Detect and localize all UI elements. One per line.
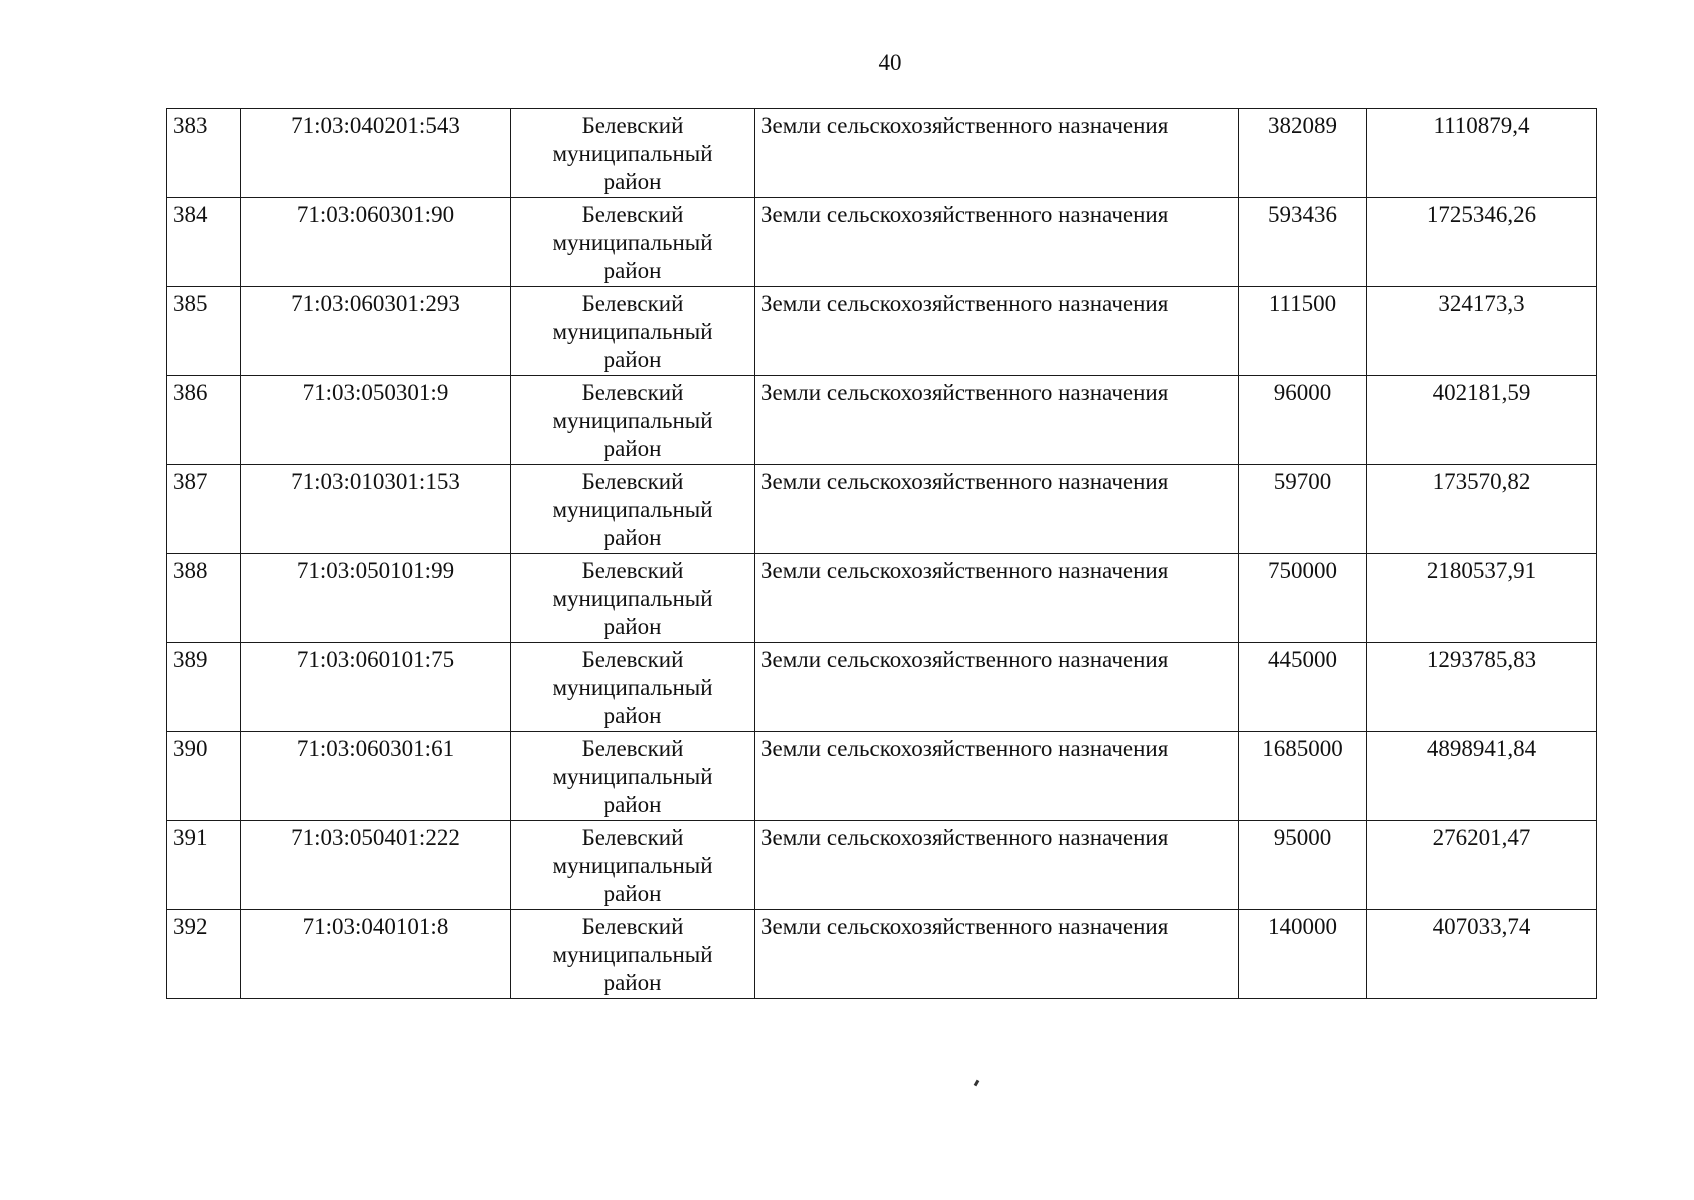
municipality-line: Белевский (581, 825, 684, 850)
cadastral-number-cell: 71:03:050301:9 (241, 376, 511, 465)
area-cell: 111500 (1239, 287, 1367, 376)
cadastral-number-cell: 71:03:010301:153 (241, 465, 511, 554)
area-cell: 95000 (1239, 821, 1367, 910)
municipality-line: муниципальный (552, 942, 713, 967)
cadastral-value-cell: 276201,47 (1367, 821, 1597, 910)
municipality-line: Белевский (581, 202, 684, 227)
table-row (167, 643, 1597, 732)
row-number-cell: 386 (167, 376, 241, 465)
cadastral-number-cell: 71:03:040201:543 (241, 109, 511, 198)
municipality-line: район (603, 258, 662, 283)
land-category-cell: Земли сельскохозяйственного назначения (755, 465, 1239, 554)
table-row (167, 465, 1597, 554)
municipality-line: район (603, 436, 662, 461)
cadastral-value-cell: 1110879,4 (1367, 109, 1597, 198)
municipality-line: район (603, 970, 662, 995)
row-number-cell: 383 (167, 109, 241, 198)
row-number-cell: 385 (167, 287, 241, 376)
page-number: 40 (878, 50, 902, 75)
row-number-cell: 384 (167, 198, 241, 287)
municipality-line: район (603, 525, 662, 550)
row-number-cell: 388 (167, 554, 241, 643)
table-row (167, 198, 1597, 287)
cadastral-value-cell: 2180537,91 (1367, 554, 1597, 643)
municipality-line: Белевский (581, 113, 684, 138)
cadastral-value-cell: 173570,82 (1367, 465, 1597, 554)
cadastral-value-cell: 1725346,26 (1367, 198, 1597, 287)
table-row (167, 287, 1597, 376)
municipality-cell (511, 109, 755, 198)
land-plots-table (166, 108, 1597, 999)
area-cell: 382089 (1239, 109, 1367, 198)
municipality-line: Белевский (581, 558, 684, 583)
municipality-line: Белевский (581, 469, 684, 494)
municipality-line: Белевский (581, 291, 684, 316)
cadastral-value-cell: 407033,74 (1367, 910, 1597, 999)
land-category-cell: Земли сельскохозяйственного назначения (755, 554, 1239, 643)
land-category-cell: Земли сельскохозяйственного назначения (755, 821, 1239, 910)
area-cell: 1685000 (1239, 732, 1367, 821)
cadastral-number-cell: 71:03:060101:75 (241, 643, 511, 732)
municipality-cell (511, 465, 755, 554)
scan-mark (974, 1080, 980, 1087)
land-category-cell: Земли сельскохозяйственного назначения (755, 910, 1239, 999)
municipality-line: муниципальный (552, 408, 713, 433)
municipality-line: район (603, 169, 662, 194)
municipality-line: муниципальный (552, 141, 713, 166)
municipality-line: Белевский (581, 380, 684, 405)
municipality-line: район (603, 881, 662, 906)
municipality-line: район (603, 614, 662, 639)
row-number-cell: 391 (167, 821, 241, 910)
cadastral-number-cell: 71:03:060301:293 (241, 287, 511, 376)
cadastral-value-cell: 4898941,84 (1367, 732, 1597, 821)
municipality-cell (511, 821, 755, 910)
cadastral-number-cell: 71:03:050401:222 (241, 821, 511, 910)
municipality-line: Белевский (581, 647, 684, 672)
table-row (167, 554, 1597, 643)
row-number-cell: 387 (167, 465, 241, 554)
area-cell: 96000 (1239, 376, 1367, 465)
cadastral-number-cell: 71:03:050101:99 (241, 554, 511, 643)
municipality-cell (511, 198, 755, 287)
municipality-line: район (603, 703, 662, 728)
municipality-line: Белевский (581, 736, 684, 761)
row-number-cell: 389 (167, 643, 241, 732)
municipality-line: муниципальный (552, 586, 713, 611)
municipality-cell (511, 554, 755, 643)
land-category-cell: Земли сельскохозяйственного назначения (755, 109, 1239, 198)
table-row (167, 376, 1597, 465)
land-category-cell: Земли сельскохозяйственного назначения (755, 198, 1239, 287)
row-number-cell: 390 (167, 732, 241, 821)
municipality-line: район (603, 792, 662, 817)
municipality-line: муниципальный (552, 230, 713, 255)
municipality-line: муниципальный (552, 764, 713, 789)
municipality-cell (511, 732, 755, 821)
municipality-line: район (603, 347, 662, 372)
municipality-line: Белевский (581, 914, 684, 939)
area-cell: 593436 (1239, 198, 1367, 287)
municipality-line: муниципальный (552, 853, 713, 878)
cadastral-value-cell: 1293785,83 (1367, 643, 1597, 732)
row-number-cell: 392 (167, 910, 241, 999)
table-row (167, 109, 1597, 198)
municipality-line: муниципальный (552, 497, 713, 522)
municipality-line: муниципальный (552, 675, 713, 700)
table-row (167, 732, 1597, 821)
municipality-cell (511, 376, 755, 465)
municipality-cell (511, 643, 755, 732)
cadastral-value-cell: 324173,3 (1367, 287, 1597, 376)
cadastral-number-cell: 71:03:060301:61 (241, 732, 511, 821)
municipality-cell (511, 287, 755, 376)
land-category-cell: Земли сельскохозяйственного назначения (755, 287, 1239, 376)
area-cell: 140000 (1239, 910, 1367, 999)
table-row (167, 821, 1597, 910)
land-category-cell: Земли сельскохозяйственного назначения (755, 732, 1239, 821)
municipality-line: муниципальный (552, 319, 713, 344)
land-category-cell: Земли сельскохозяйственного назначения (755, 376, 1239, 465)
cadastral-number-cell: 71:03:040101:8 (241, 910, 511, 999)
area-cell: 445000 (1239, 643, 1367, 732)
area-cell: 750000 (1239, 554, 1367, 643)
area-cell: 59700 (1239, 465, 1367, 554)
cadastral-number-cell: 71:03:060301:90 (241, 198, 511, 287)
municipality-cell (511, 910, 755, 999)
cadastral-value-cell: 402181,59 (1367, 376, 1597, 465)
table-row (167, 910, 1597, 999)
land-category-cell: Земли сельскохозяйственного назначения (755, 643, 1239, 732)
